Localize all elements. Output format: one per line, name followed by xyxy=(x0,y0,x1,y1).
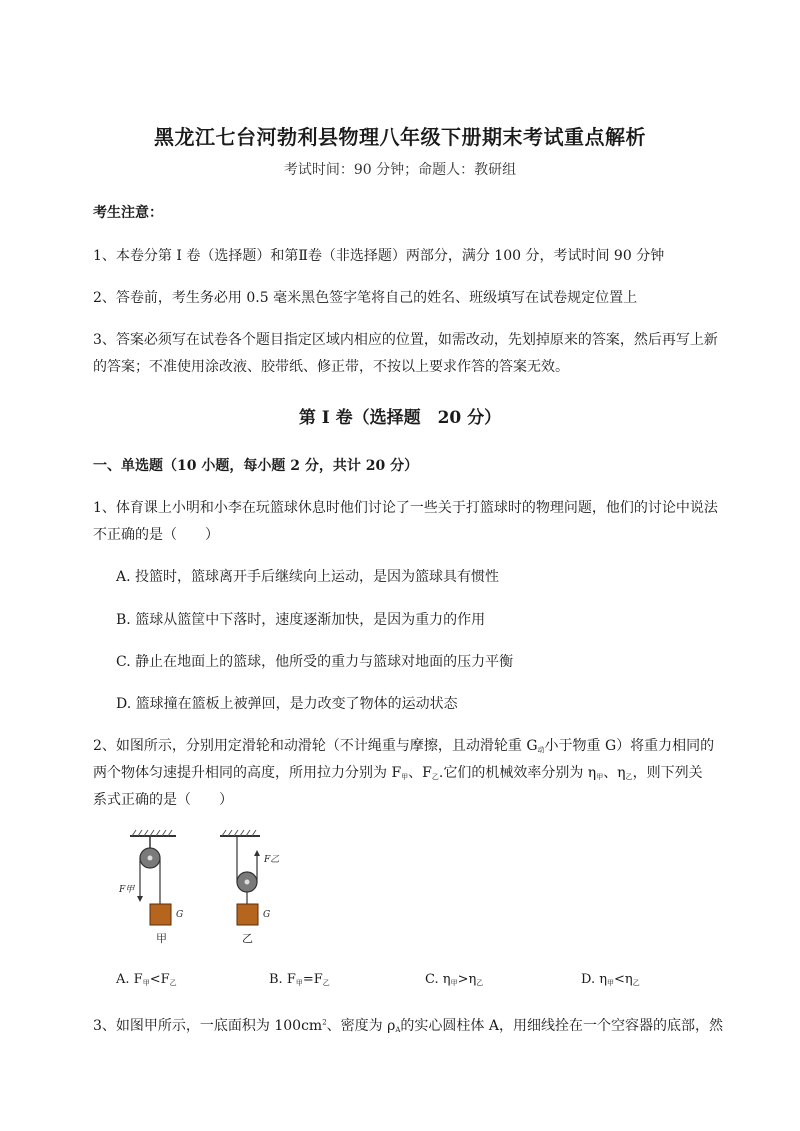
q2-choice-d[interactable]: D. $\eta_甲<\eta_乙$ xyxy=(581,972,640,987)
part-heading: 一、单选题（10 小题，每小题 2 分，共计 20 分） xyxy=(93,458,419,474)
notice-item-2: 2、答卷前，考生务必用 0.5 毫米黑色签字笔将自己的姓名、班级填写在试卷规定位置上 xyxy=(93,290,638,306)
q1-option-d[interactable]: D. 篮球撞在篮板上被弹回，是力改变了物体的运动状态 xyxy=(116,696,458,712)
exam-info: 考试时间：90 分钟；命题人：教研组 xyxy=(283,162,517,178)
pulley-figure xyxy=(110,828,300,953)
q1-stem-line1: 1、体育课上小明和小李在玩篮球休息时他们讨论了一些关于打篮球时的物理问题，他们的讨论中说法 xyxy=(93,500,718,516)
force-label-yi: F乙 xyxy=(264,855,280,865)
weight-label-jia: G xyxy=(176,910,184,920)
section-title: 第 I 卷（选择题 20 分） xyxy=(298,408,502,428)
q1-option-a[interactable]: A. 投篮时，篮球离开手后继续向上运动，是因为篮球具有惯性 xyxy=(116,569,500,585)
q1-option-c[interactable]: C. 静止在地面上的篮球，他所受的重力与篮球对地面的压力平衡 xyxy=(116,654,514,670)
weight-label-yi: G xyxy=(263,910,271,920)
force-label-jia: F甲 xyxy=(119,885,135,895)
caption-jia: 甲 xyxy=(156,932,167,945)
notice-heading: 考生注意： xyxy=(93,205,163,221)
page-title: 黑龙江七台河勃利县物理八年级下册期末考试重点解析 xyxy=(154,125,646,149)
q2-stem-line1: 2、如图所示，分别用定滑轮和动滑轮（不计绳重与摩擦，且动滑轮重 $G_动$小于物重 G）将重力相同的 xyxy=(93,738,715,754)
notice-item-3: 3、答案必须写在试卷各个题目指定区域内相应的位置，如需改动，先划掉原来的答案，然后再写上新 xyxy=(93,332,718,348)
movable-pulley-diagram xyxy=(220,830,279,945)
fixed-pulley-diagram xyxy=(118,830,183,945)
q1-option-b[interactable]: B. 篮球从篮筐中下落时，速度逐渐加快，是因为重力的作用 xyxy=(116,612,486,628)
notice-item-3-cont: 的答案；不准使用涂改液、胶带纸、修正带，不按以上要求作答的答案无效。 xyxy=(93,359,569,375)
caption-yi: 乙 xyxy=(242,932,253,945)
q2-stem-line2: 两个物体匀速提升相同的高度，所用拉力分别为 $F_甲$、$F_乙$.它们的机械效率分别为 $\eta_甲$、$\eta_乙$，则下列关 xyxy=(93,765,703,781)
notice-item-1: 1、本卷分第 I 卷（选择题）和第Ⅱ卷（非选择题）两部分，满分 100 分，考试时间 90 分钟 xyxy=(93,248,665,264)
q2-choice-a[interactable]: A. $F_甲<F_乙$ xyxy=(116,972,177,987)
q2-stem-line3: 系式正确的是（ ） xyxy=(93,792,233,808)
q3-stem-line1: 3、如图甲所示，一底面积为 $100cm^2$、密度为 $\rho_A$的实心圆柱体 A，用细线拴在一个空容器的底部，然 xyxy=(93,1018,723,1034)
q2-choice-b[interactable]: B. $F_甲=F_乙$ xyxy=(269,972,330,987)
q1-stem-line2: 不正确的是（ ） xyxy=(93,527,219,543)
q2-choice-c[interactable]: C. $\eta_甲>\eta_乙$ xyxy=(425,972,484,987)
